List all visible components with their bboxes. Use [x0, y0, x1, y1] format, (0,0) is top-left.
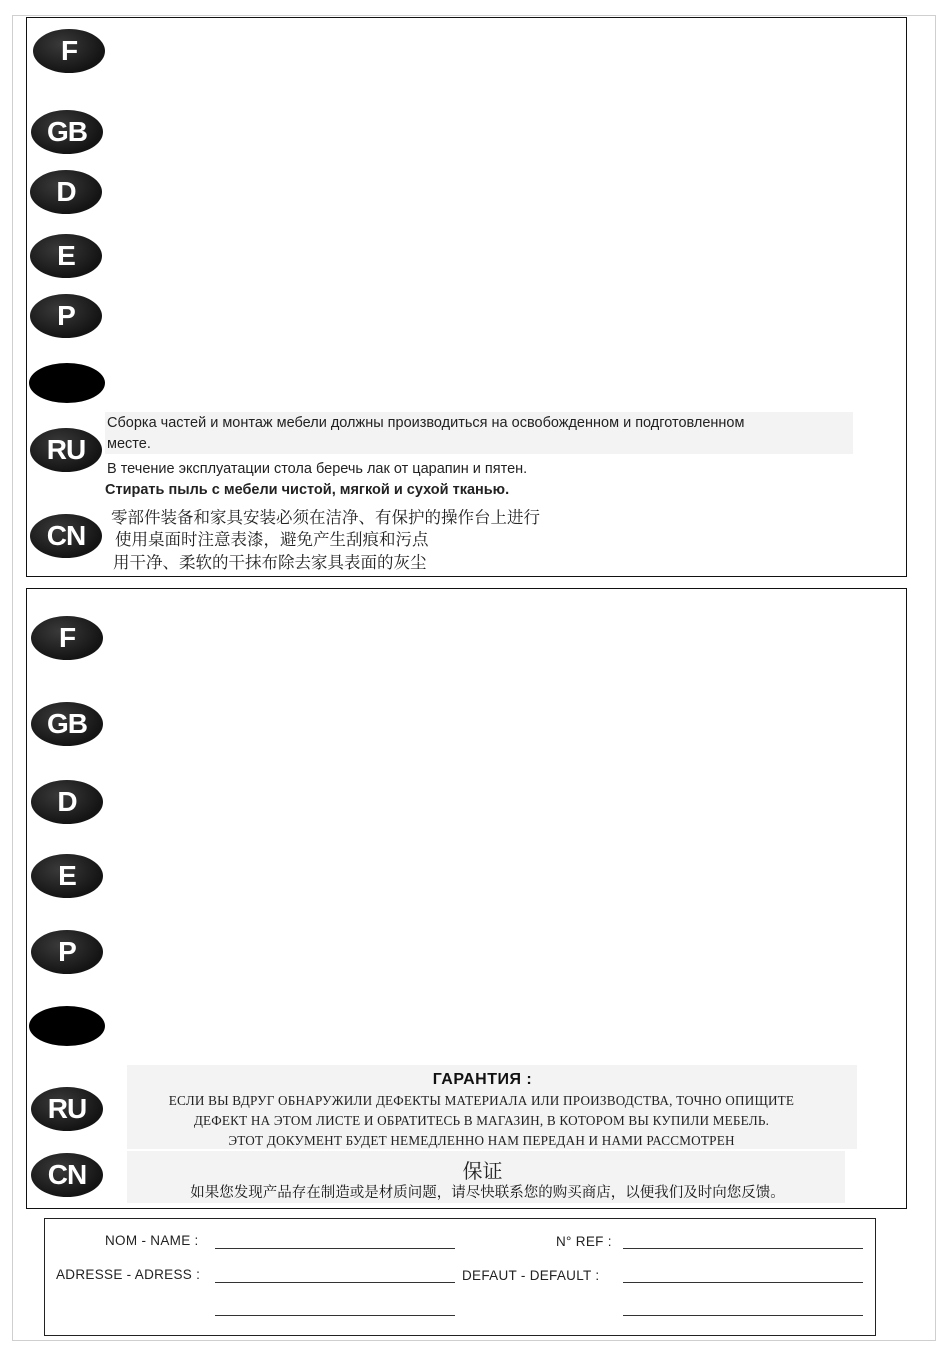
- language-badge-cn: CN: [31, 1153, 103, 1197]
- language-badge-ru: RU: [30, 428, 102, 472]
- language-badge-gb: GB: [31, 110, 103, 154]
- cn-care-line-3: 用干净、柔软的干抹布除去家具表面的灰尘: [113, 553, 427, 572]
- language-badge-blank: [29, 1006, 105, 1046]
- language-badge-ru: RU: [31, 1087, 103, 1131]
- language-badge-cn: CN: [30, 514, 102, 558]
- ref-field[interactable]: [623, 1248, 863, 1249]
- defect-field-line-2[interactable]: [623, 1315, 863, 1316]
- address-field-line-2[interactable]: [215, 1315, 455, 1316]
- language-badge-e: E: [31, 854, 103, 898]
- address-field[interactable]: [215, 1282, 455, 1283]
- warranty-ru-line-3: ЭТОТ ДОКУМЕНТ БУДЕТ НЕМЕДЛЕННО НАМ ПЕРЕДАН И НАМИ РАССМОТРЕН: [228, 1133, 735, 1148]
- ru-care-line-1: Сборка частей и монтаж мебели должны производиться на освобожденном и подготовленном: [107, 415, 745, 431]
- language-badge-d: D: [30, 170, 102, 214]
- defect-label: DEFAUT - DEFAULT :: [462, 1268, 600, 1283]
- language-badge-f: F: [33, 29, 105, 73]
- warranty-ru-line-2: ДЕФЕКТ НА ЭТОМ ЛИСТЕ И ОБРАТИТЕСЬ В МАГАЗИН, В КОТОРОМ ВЫ КУПИЛИ МЕБЕЛЬ.: [193, 1113, 770, 1128]
- warranty-ru-line-1: ЕСЛИ ВЫ ВДРУГ ОБНАРУЖИЛИ ДЕФЕКТЫ МАТЕРИАЛА ИЛИ ПРОИЗВОДСТВА, ТОЧНО ОПИЩИТЕ: [168, 1093, 795, 1108]
- ref-label: N° REF :: [556, 1234, 612, 1249]
- cn-care-line-2: 使用桌面时注意表漆，避免产生刮痕和污点: [115, 530, 429, 549]
- ru-care-line-4: Стирать пыль с мебели чистой, мягкой и сухой тканью.: [105, 482, 510, 498]
- warranty-cn-line: 如果您发现产品存在制造或是材质问题，请尽快联系您的购买商店，以便我们及时向您反馈。: [190, 1185, 785, 1201]
- care-instructions-panel: [26, 17, 907, 577]
- name-label: NOM - NAME :: [105, 1233, 199, 1248]
- defect-field[interactable]: [623, 1282, 863, 1283]
- language-badge-p: P: [30, 294, 102, 338]
- warranty-title-cn: 保证: [462, 1159, 503, 1183]
- language-badge-gb: GB: [31, 702, 103, 746]
- cn-care-line-1: 零部件装备和家具安装必须在洁净、有保护的操作台上进行: [111, 508, 540, 527]
- address-label: ADRESSE - ADRESS :: [56, 1267, 201, 1282]
- warranty-claim-form: [44, 1218, 876, 1336]
- ru-care-line-3: В течение эксплуатации стола беречь лак от царапин и пятен.: [107, 461, 528, 477]
- ru-care-line-2: месте.: [107, 436, 151, 452]
- language-badge-d: D: [31, 780, 103, 824]
- name-field[interactable]: [215, 1248, 455, 1249]
- warranty-panel: [26, 588, 907, 1209]
- language-badge-blank: [29, 363, 105, 403]
- warranty-title-ru: ГАРАНТИЯ :: [432, 1071, 533, 1088]
- language-badge-f: F: [31, 616, 103, 660]
- language-badge-p: P: [31, 930, 103, 974]
- language-badge-e: E: [30, 234, 102, 278]
